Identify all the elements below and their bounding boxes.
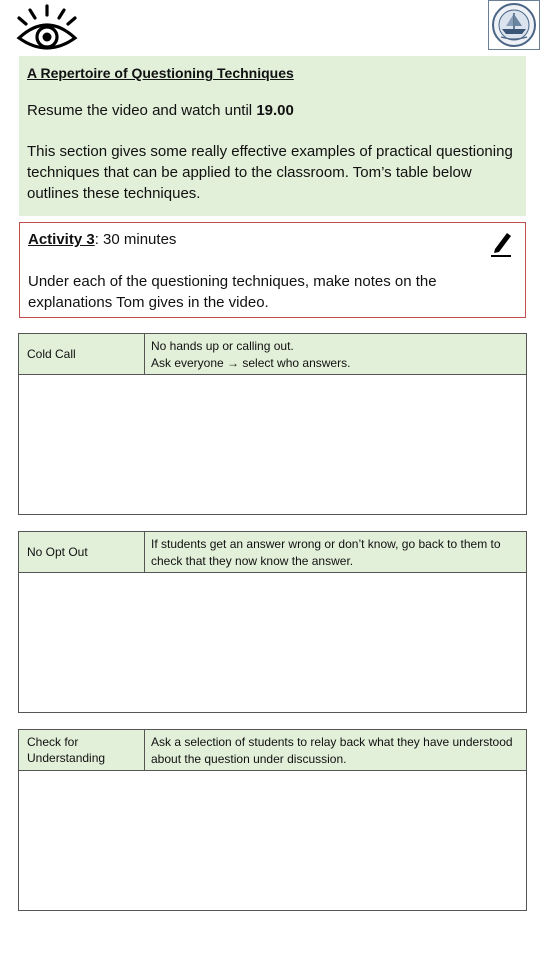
eye-icon (14, 2, 80, 54)
page-title: A Repertoire of Questioning Techniques (27, 65, 294, 81)
technique-name: No Opt Out (19, 532, 145, 572)
technique-description (145, 334, 526, 374)
technique-table-check-for-understanding (18, 729, 527, 911)
activity-instruction: Under each of the questioning techniques, make notes on the explanations Tom gives in the video. (28, 273, 437, 311)
activity-heading (28, 229, 517, 250)
resume-instruction (27, 100, 518, 121)
technique-description-line: No hands up or calling out. (151, 339, 294, 353)
technique-description-line: If students get an answer wrong or don’t know, go back to them to check that they now know the answer. (151, 537, 501, 568)
technique-name: Check for Understanding (19, 730, 145, 770)
technique-description (145, 532, 526, 572)
activity-panel (19, 222, 526, 318)
school-crest-icon (488, 0, 540, 50)
intro-description: This section gives some really effective examples of practical questioning techniques that can be applied to the classroom. Tom’s table below outlines these techniques. (27, 143, 513, 202)
technique-description-line: Ask everyone → select who answers. (151, 356, 351, 370)
technique-table-cold-call (18, 333, 527, 515)
activity-duration: : 30 minutes (94, 231, 177, 248)
intro-panel (19, 56, 526, 216)
notes-area[interactable] (19, 375, 526, 515)
technique-header-row (19, 334, 526, 375)
technique-header-row (19, 730, 526, 771)
notes-area[interactable] (19, 573, 526, 713)
notes-area[interactable] (19, 771, 526, 911)
technique-header-row (19, 532, 526, 573)
resume-prefix: Resume the video and watch until (27, 102, 257, 119)
resume-time: 19.00 (256, 102, 294, 119)
technique-description (145, 730, 526, 770)
technique-name: Cold Call (19, 334, 145, 374)
technique-table-no-opt-out (18, 531, 527, 713)
pencil-icon (489, 229, 513, 257)
activity-label: Activity 3 (28, 231, 95, 248)
technique-description-line: Ask a selection of students to relay back what they have understood about the question under discussion. (151, 735, 513, 766)
